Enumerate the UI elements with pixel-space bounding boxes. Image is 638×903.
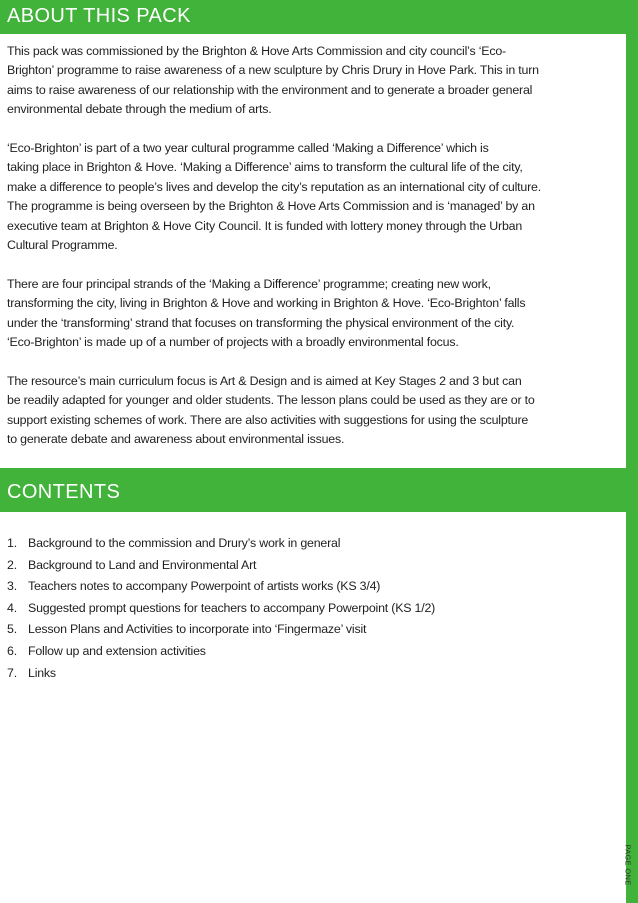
about-body (7, 42, 625, 449)
contents-item-text: Follow up and extension activities (28, 643, 206, 658)
about-heading: ABOUT THIS PACK (7, 5, 191, 27)
contents-item (7, 576, 607, 598)
page-number-label (624, 841, 632, 889)
contents-heading: CONTENTS (7, 481, 121, 503)
contents-item (7, 598, 607, 620)
contents-item-text: Lesson Plans and Activities to incorporate into ‘Fingermaze’ visit (28, 622, 367, 637)
contents-item-number: 5. (7, 622, 17, 637)
contents-item (7, 619, 607, 641)
contents-item-number: 4. (7, 600, 17, 615)
contents-item (7, 641, 607, 663)
contents-item-number: 6. (7, 643, 17, 658)
contents-item-number: 3. (7, 579, 17, 594)
contents-item (7, 555, 607, 577)
contents-item (7, 663, 607, 685)
contents-item-text: Background to the commission and Drury’s work in general (28, 536, 341, 550)
contents-item-number: 1. (7, 536, 17, 550)
page-number-text: PAGE ONE (623, 844, 633, 886)
contents-item-text: Links (28, 665, 56, 680)
about-paragraph: The resource’s main curriculum focus is Art & Design and is aimed at Key Stages 2 and 3 but can be readily adapted for younger and older students. The lesson plans could be used as they are or to support existing schemes of work. There are also activities with suggestions for using the sculpture to generate debate and awareness about environmental issues. (7, 373, 535, 447)
about-paragraph: This pack was commissioned by the Brighton & Hove Arts Commission and city council’s ‘Eco- Brighton’ programme to raise awareness of a new sculpture by Chris Drury in Hove Park. This in turn aims to raise awareness of our relationship with the environment and to generate a broader general environmental debate through the medium of arts. (7, 44, 539, 117)
contents-item-number: 2. (7, 557, 17, 572)
about-paragraph: There are four principal strands of the ‘Making a Difference’ programme; creating new work, transforming the city, living in Brighton & Hove and working in Brighton & Hove. ‘Eco-Brighton’ falls under the ‘transforming’ strand that focuses on transforming the physical environment of the city. ‘Eco-Brighton’ is made up of a number of projects with a broadly environmental focus. (7, 276, 526, 350)
right-edge-strip-about (626, 34, 638, 468)
contents-list (7, 533, 607, 684)
contents-item-text: Background to Land and Environmental Art (28, 557, 257, 572)
contents-item-text: Teachers notes to accompany Powerpoint of artists works (KS 3/4) (28, 579, 381, 594)
contents-item-number: 7. (7, 665, 17, 680)
contents-item (7, 533, 607, 555)
contents-item-text: Suggested prompt questions for teachers to accompany Powerpoint (KS 1/2) (28, 600, 436, 615)
about-paragraph: ‘Eco-Brighton’ is part of a two year cultural programme called ‘Making a Difference’ which is taking place in Brighton & Hove. ‘Making a Difference’ aims to transform the cultural life of the city, make a difference to people’s lives and develop the city’s reputation as an international city of culture. The programme is being overseen by the Brighton & Hove Arts Commission and is ‘managed’ by an executive team at Brighton & Hove City Council. It is funded with lottery money through the Urban Cultural Programme. (7, 141, 541, 253)
